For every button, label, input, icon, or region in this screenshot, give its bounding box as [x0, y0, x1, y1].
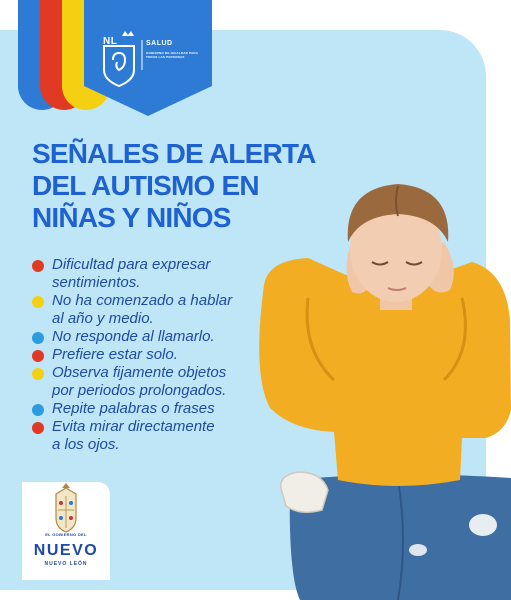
bullet-dot: [32, 296, 44, 308]
nl-logo-text: NL: [103, 36, 118, 47]
bullet-dot: [32, 422, 44, 434]
list-item: [30, 292, 232, 328]
list-item: [30, 400, 232, 418]
sneaker-shape: [281, 472, 328, 512]
list-item: [30, 328, 232, 346]
department-subtitle: GOBIERNO DE IGUALDAD PARA TODAS LAS PERSONAS: [146, 51, 199, 59]
bullet-dot: [32, 350, 44, 362]
department-label: SALUD: [146, 40, 173, 47]
list-item-text: Prefiere estar solo.: [52, 346, 178, 363]
title-line: DEL AUTISMO EN: [32, 170, 259, 201]
list-item: [30, 364, 232, 400]
government-caption: EL GOBIERNO DEL: [45, 532, 87, 537]
list-item: [30, 418, 232, 454]
title-line: NIÑAS Y NIÑOS: [32, 202, 231, 233]
bullet-dot: [32, 332, 44, 344]
warning-signs-list: [30, 256, 232, 454]
government-state: NUEVO LEÓN: [44, 561, 88, 567]
list-item-text: Dificultad para expresar sentimientos.: [52, 256, 211, 291]
title-line: SEÑALES DE ALERTA: [32, 138, 316, 169]
government-name: NUEVO: [33, 542, 99, 559]
list-item-text: No responde al llamarlo.: [52, 328, 215, 345]
bullet-dot: [32, 260, 44, 272]
bullet-dot: [32, 404, 44, 416]
list-item: [30, 346, 232, 364]
list-item: [30, 256, 232, 292]
child-photo: [248, 180, 511, 600]
list-item-text: Observa fijamente objetos por periodos prolongados.: [52, 364, 227, 399]
list-item-text: Repite palabras o frases: [52, 400, 215, 417]
bullet-dot: [32, 368, 44, 380]
list-item-text: Evita mirar directamente a los ojos.: [52, 418, 215, 453]
list-item-text: No ha comenzado a hablar al año y medio.: [52, 292, 233, 327]
jeans-tear: [469, 514, 497, 536]
